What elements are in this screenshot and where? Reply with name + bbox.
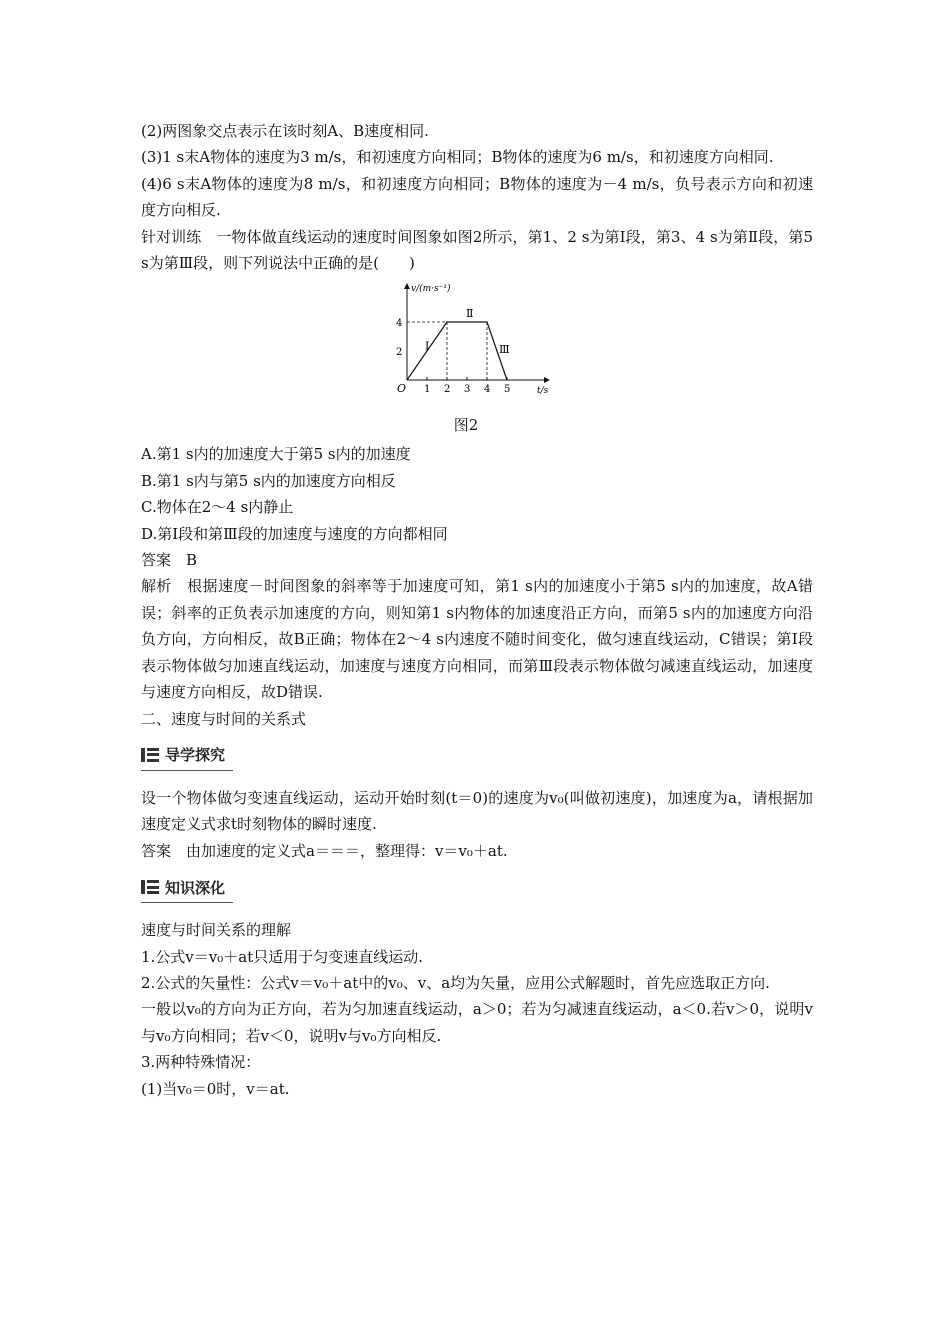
x-tick-label: 2 <box>444 384 451 396</box>
knowledge-line-1: 速度与时间关系的理解 <box>141 921 292 940</box>
y-tick-label: 4 <box>396 318 403 330</box>
knowledge-line-2: 1.公式v＝v₀＋at只适用于匀变速直线运动. <box>141 947 424 966</box>
inquiry-text: 设一个物体做匀变速直线运动，运动开始时刻(t＝0)的速度为v₀(叫做初速度)，加速度为a，请根据加速度定义式求t时刻物体的瞬时速度. <box>141 788 813 834</box>
section-title-inquiry: 导学探究 <box>165 746 226 765</box>
velocity-time-graph <box>371 280 561 412</box>
x-tick-label: 1 <box>424 384 431 396</box>
section-heading-2: 二、速度与时间的关系式 <box>141 709 307 728</box>
x-tick-label: 4 <box>484 384 491 396</box>
document-page <box>141 118 813 1102</box>
graph-svg <box>371 280 561 408</box>
knowledge-line-5: 3.两种特殊情况： <box>141 1053 261 1072</box>
knowledge-line-6: (1)当v₀＝0时，v＝at. <box>141 1079 290 1098</box>
paragraph-4: (4)6 s末A物体的速度为8 m/s，和初速度方向相同；B物体的速度为－4 m/s，负号表示方向和初速度方向相反. <box>141 174 813 220</box>
paragraph-2: (2)两图象交点表示在该时刻A、B速度相同. <box>141 122 429 140</box>
paragraph-3: (3)1 s末A物体的速度为3 m/s，和初速度方向相同；B物体的速度为6 m/s，和初速度方向相同. <box>141 148 774 167</box>
knowledge-line-4: 一般以v₀的方向为正方向，若为匀加速直线运动，a＞0；若为匀减速直线运动，a＜0.若v＞0，说明v与v₀方向相同；若v＜0，说明v与v₀方向相反. <box>141 1000 813 1045</box>
guide-lines <box>407 322 487 380</box>
option-a: A.第1 s内的加速度大于第5 s内的加速度 <box>141 445 411 464</box>
section-header-inquiry <box>141 742 233 771</box>
velocity-line <box>407 322 507 380</box>
segment-label-2: Ⅱ <box>466 307 474 321</box>
option-d: D.第Ⅰ段和第Ⅲ段的加速度与速度的方向都相同 <box>141 524 448 543</box>
figure-caption: 图2 <box>453 416 479 435</box>
exercise-question: 针对训练 一物体做直线运动的速度时间图象如图2所示，第1、2 s为第Ⅰ段，第3、4 s为第Ⅱ段，第5 s为第Ⅲ段，则下列说法中正确的是( ) <box>141 227 813 273</box>
x-axis-label: t/s <box>537 386 549 397</box>
option-c: C.物体在2～4 s内静止 <box>141 498 294 517</box>
knowledge-line-3: 2.公式的矢量性：公式v＝v₀＋at中的v₀、v、a均为矢量，应用公式解题时，首先应选取正方向. <box>141 973 770 992</box>
section-bars-icon <box>141 880 159 894</box>
segment-label-3: Ⅲ <box>499 343 510 357</box>
section-header-knowledge <box>141 874 233 903</box>
segment-label-1: Ⅰ <box>425 339 430 353</box>
analysis-paragraph: 解析 根据速度－时间图象的斜率等于加速度可知，第1 s内的加速度小于第5 s内的加速度，故A错误；斜率的正负表示加速度的方向，则知第1 s内物体的加速度沿正方向，而第5 s内的加速度方向沿负方向，方向相反，故B正确；物体在2～4 s内速度不随时间变化，做匀速直线运动，C错误；第Ⅰ段表示物体做匀加速直线运动，加速度与速度方向相同，而第Ⅲ段表示物体做匀减速直线运动，加速度与速度方向相反，故D错误. <box>141 577 813 702</box>
x-tick-label: 5 <box>504 384 511 396</box>
origin-label: O <box>397 382 407 396</box>
y-ticks <box>396 318 402 358</box>
y-tick-label: 2 <box>396 347 403 359</box>
inquiry-answer: 答案 由加速度的定义式a＝＝＝，整理得：v＝v₀＋at. <box>141 841 508 860</box>
section-bars-icon <box>141 748 159 762</box>
option-b: B.第1 s内与第5 s内的加速度方向相反 <box>141 471 396 490</box>
answer-line: 答案 B <box>141 551 198 570</box>
y-axis-label: v/(m·s⁻¹) <box>411 284 451 295</box>
section-title-knowledge: 知识深化 <box>165 878 226 897</box>
x-tick-label: 3 <box>464 384 471 396</box>
